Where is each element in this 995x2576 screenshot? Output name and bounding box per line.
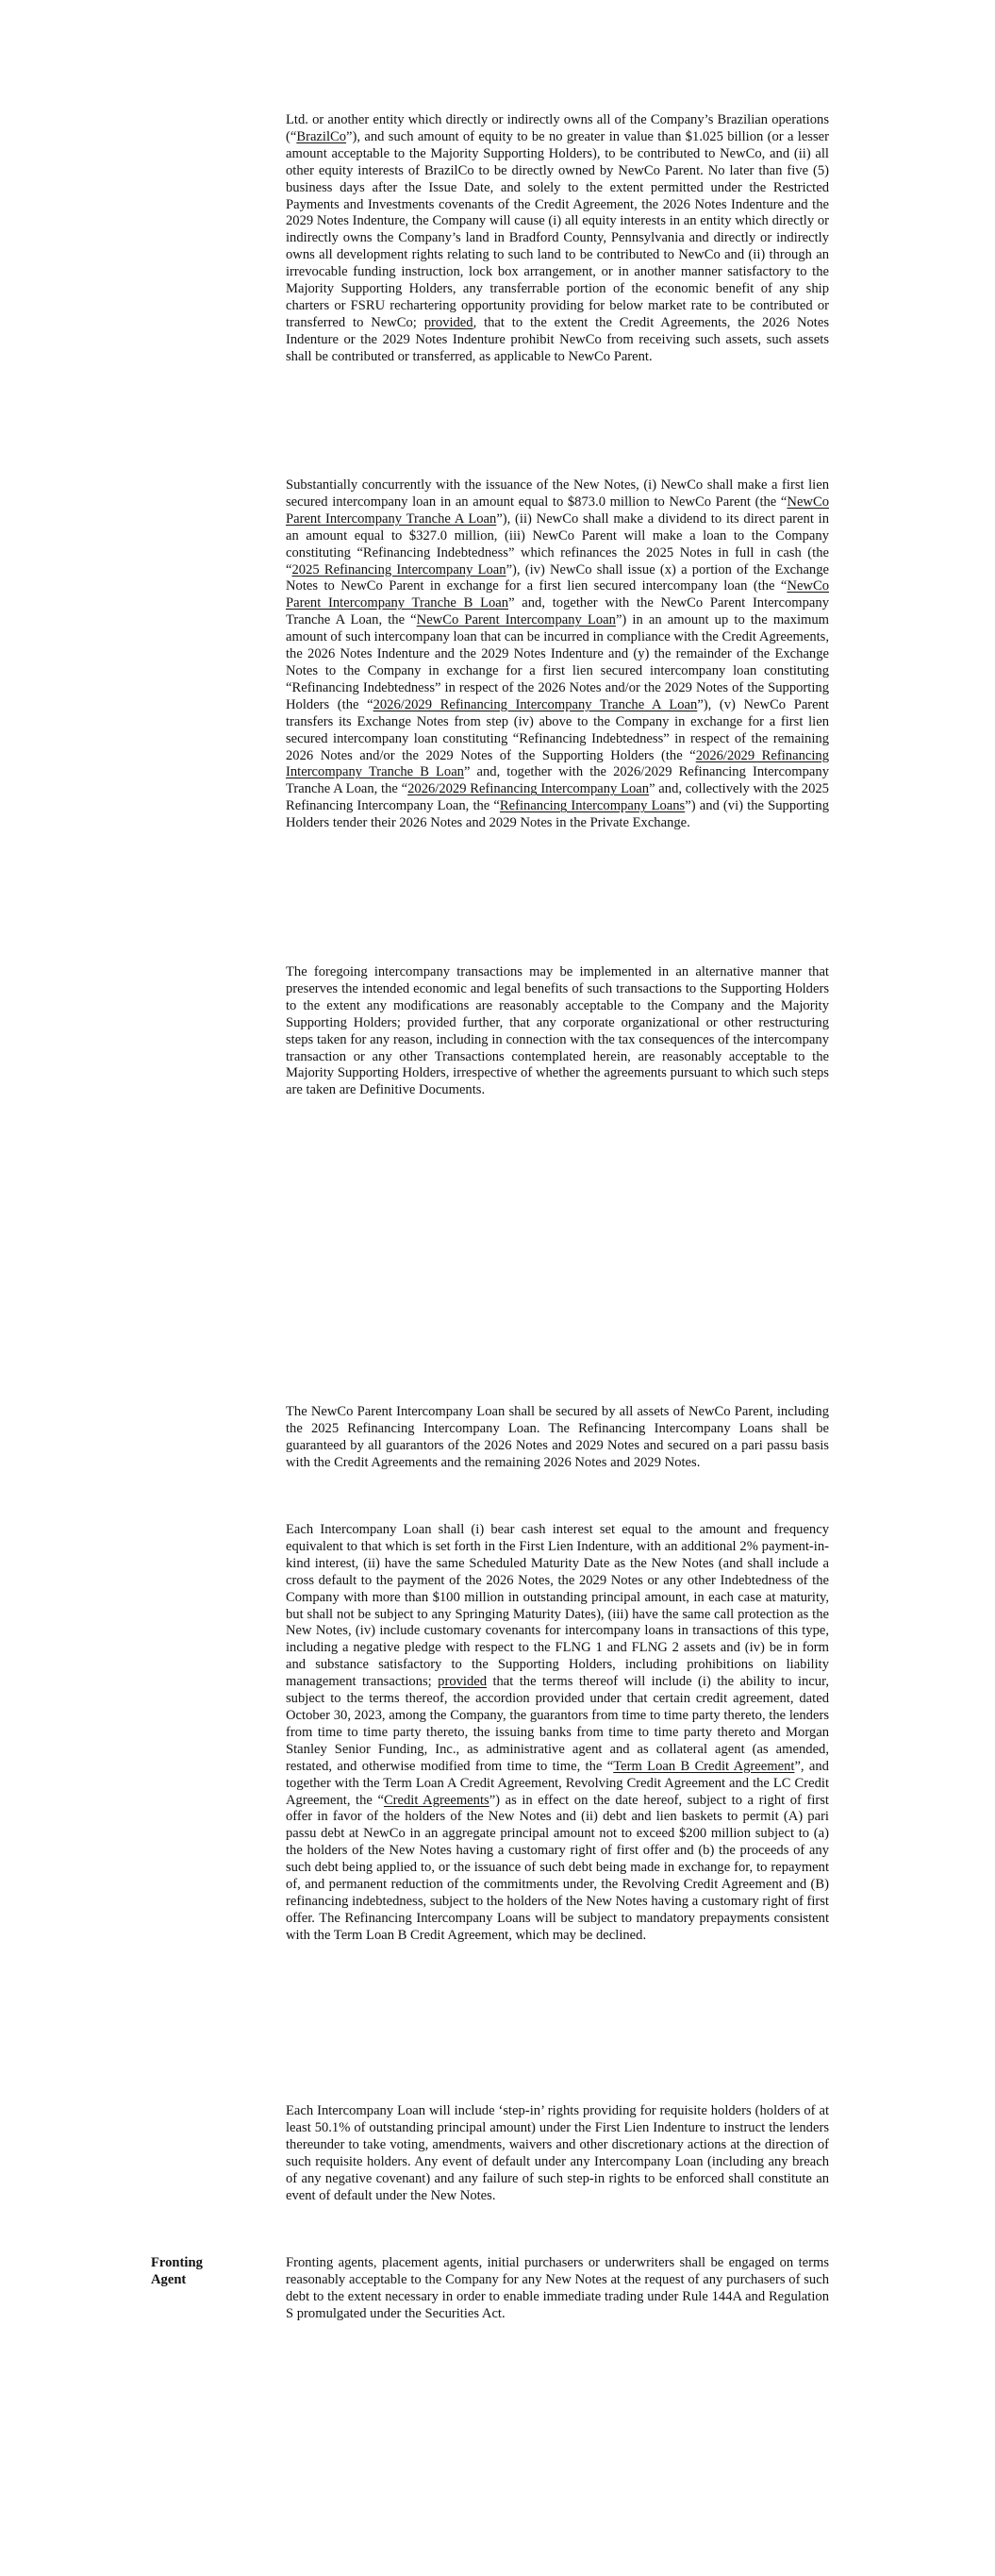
- defined-term: NewCo Parent Intercompany Loan: [416, 612, 616, 628]
- defined-term: 2026/2029 Refinancing Intercompany Tranche A Loan: [373, 696, 698, 712]
- text-run: ” and, together with the 2026/2029 Refinancing Intercompany Tranche A Loan, the “: [286, 764, 830, 797]
- paragraph-alternative-implementation: [286, 964, 829, 1099]
- text-run: Fronting agents, placement agents, initial purchasers or underwriters shall be engaged on terms reasonably acceptable to the Company for any New Notes at the request of any purchasers of such debt to the extent necessary in order to enable immediate trading under Rule 144A and Regulation S promulgated under the Securities Act.: [286, 2255, 829, 2321]
- section-heading-line-2: Agent: [151, 2271, 187, 2287]
- text-run: ” and, together with the NewCo Parent Intercompany Tranche A Loan, the “: [286, 595, 829, 628]
- section-heading-line-1: Fronting: [151, 2255, 203, 2270]
- paragraph-intercompany-loans-steps: [286, 477, 829, 832]
- defined-term: BrazilCo: [296, 128, 347, 144]
- defined-term: Credit Agreements: [383, 1792, 489, 1808]
- paragraph-intercompany-loan-terms: [286, 1522, 829, 1945]
- defined-term: provided: [438, 1674, 488, 1690]
- text-run: ”), (v) NewCo Parent transfers its Exchange Notes from step (iv) above to the Company in exchange for a first lien secured intercompany loan constituting “Refinancing Indebtedness” in respect of the remaining 2026 Notes and/or the 2029 Notes of the Supporting Holders (the “: [286, 696, 829, 763]
- text-run: Each Intercompany Loan will include ‘step-in’ rights providing for requisite holders (holders of at least 50.1% of outstanding principal amount) under the First Lien Indenture to instruct the lenders thereunder to take voting, amendments, waivers and other discretionary actions at the direction of such requisite holders. Any event of default under any Intercompany Loan (including any breach of any negative covenant) and any failure of such step-in rights to be enforced shall constitute an event of default under the New Notes.: [286, 2103, 829, 2203]
- defined-term: NewCo Parent Intercompany Tranche B Loan: [286, 578, 829, 611]
- section-heading-fronting-agent: [151, 2255, 264, 2289]
- text-run: ” and, collectively with the 2025 Refinancing Intercompany Loan, the “: [286, 781, 829, 814]
- text-run: ”), (ii) NewCo shall make a dividend to its direct parent in an amount equal to $327.0 million, (iii) NewCo Parent will make a loan to the Company constituting “Refinancing Indebtedness” which refinances the 2025 Notes in full in cash (the “: [286, 510, 829, 577]
- text-run: ”) in an amount up to the maximum amount of such intercompany loan that can be incurred in compliance with the Credit Agreements, the 2026 Notes Indenture and the 2029 Notes Indenture and (y) the remainder of the Exchange Notes to the Company in exchange for a first lien secured intercompany loan constituting “Refinancing Indebtedness” in respect of the 2026 Notes and/or the 2029 Notes of the Supporting Holders (the “: [286, 612, 830, 712]
- text-run: ”) as in effect on the date hereof, subject to a right of first offer in favor of the holders of the New Notes and (ii) debt and lien baskets to permit (A) pari passu debt at NewCo in an aggregate principal amount not to exceed $200 million subject to (a) the holders of the New Notes having a customary right of first offer and (b) the proceeds of any such debt being applied to, or the issuance of such debt being made in exchange for, to repayment of, and permanent reduction of the commitments under, the Revolving Credit Agreement and (B) refinancing indebtedness, subject to the holders of the New Notes having a customary right of first offer. The Refinancing Intercompany Loans will be subject to mandatory prepayments consistent with the Term Loan B Credit Agreement, which may be declined.: [286, 1792, 829, 1943]
- text-run: The NewCo Parent Intercompany Loan shall be secured by all assets of NewCo Parent, including the 2025 Refinancing Intercompany Loan. The Refinancing Intercompany Loans shall be guaranteed by all guarantors of the 2026 Notes and 2029 Notes and secured on a pari passu basis with the Credit Agreements and the remaining 2026 Notes and 2029 Notes.: [286, 1404, 829, 1470]
- text-run: Each Intercompany Loan shall (i) bear cash interest set equal to the amount and frequency equivalent to that which is set forth in the First Lien Indenture, with an additional 2% payment-in-kind interest, (ii) have the same Scheduled Maturity Date as the New Notes (and shall include a cross default to the payment of the 2026 Notes, the 2029 Notes or any other Indebtedness of the Company with more than $100 million in outstanding principal amount, in each case at maturity, but shall not be subject to any Springing Maturity Dates), (iii) have the same call protection as the New Notes, (iv) include customary covenants for intercompany loans in transactions of this type, including a negative pledge with respect to the FLNG 1 and FLNG 2 assets and (iv) be in form and substance satisfactory to the Supporting Holders, including prohibitions on liability management transactions;: [286, 1522, 829, 1690]
- defined-term: NewCo Parent Intercompany Tranche A Loan: [286, 493, 829, 527]
- defined-term: 2026/2029 Refinancing Intercompany Loan: [407, 781, 650, 797]
- text-run: Substantially concurrently with the issuance of the New Notes, (i) NewCo shall make a first lien secured intercompany loan in an amount equal to $873.0 million to NewCo Parent (the “: [286, 477, 829, 510]
- defined-term: 2025 Refinancing Intercompany Loan: [291, 561, 506, 577]
- text-run: The foregoing intercompany transactions may be implemented in an alternative manner that preserves the intended economic and legal benefits of such transactions to the Supporting Holders to the extent any modifications are reasonably acceptable to the Company and the Majority Supporting Holders; provided further, that any corporate organizational or other restructuring steps taken for any reason, including in connection with the tax consequences of the intercompany transaction or any other Transactions contemplated herein, are reasonably acceptable to the Majority Supporting Holders, irrespective of whether the agreements pursuant to which such steps are taken are Definitive Documents.: [286, 964, 829, 1098]
- text-run: ”), and such amount of equity to be no greater in value than $1.025 billion (or a lesser amount acceptable to the Majority Supporting Holders), to be contributed to NewCo, and (ii) all other equity interests of BrazilCo to be directly owned by NewCo Parent. No later than five (5) business days after the Issue Date, and solely to the extent permitted under the Restricted Payments and Investments covenants of the Credit Agreement, the 2026 Notes Indenture and the 2029 Notes Indenture, the Company will cause (i) all equity interests in an entity which directly or indirectly owns the Company’s land in Bradford County, Pennsylvania and directly or indirectly owns all development rights relating to such land to be contributed to NewCo and (ii) through an irrevocable funding instruction, lock box arrangement, or in another manner satisfactory to the Majority Supporting Holders, any transferrable portion of the economic benefit of any ship charters or FSRU rechartering opportunity providing for below market rate to be contributed or transferred to NewCo;: [286, 128, 829, 330]
- defined-term: provided: [423, 314, 473, 330]
- defined-term: Refinancing Intercompany Loans: [499, 798, 686, 814]
- paragraph-step-in-rights: [286, 2103, 829, 2204]
- text-run: ”, and together with the Term Loan A Credit Agreement, Revolving Credit Agreement and the LC Credit Agreement, the “: [286, 1758, 829, 1808]
- text-run: ”) and (vi) the Supporting Holders tender their 2026 Notes and 2029 Notes in the Private Exchange.: [286, 798, 829, 831]
- text-run: ”), (iv) NewCo shall issue (x) a portion of the Exchange Notes to NewCo Parent in exchange for a first lien secured intercompany loan (the “: [286, 561, 829, 594]
- text-run: Ltd. or another entity which directly or indirectly owns all of the Company’s Brazilian operations (“: [286, 112, 829, 144]
- paragraph-security-and-guarantees: [286, 1404, 829, 1472]
- text-run: that the terms thereof will include (i) the ability to incur, subject to the terms thereof, the accordion provided under that certain credit agreement, dated October 30, 2023, among the Company, the guarantors from time to time party thereto, the lenders from time to time party thereto, the issuing banks from time to time party thereto and Morgan Stanley Senior Funding, Inc., as administrative agent and as collateral agent (as amended, restated, and otherwise modified from time to time, the “: [286, 1674, 829, 1774]
- defined-term: Term Loan B Credit Agreement: [613, 1758, 795, 1774]
- paragraph-fronting-agent: [286, 2255, 829, 2323]
- defined-term: 2026/2029 Refinancing Intercompany Tranche B Loan: [286, 747, 830, 780]
- text-run: , that to the extent the Credit Agreements, the 2026 Notes Indenture or the 2029 Notes Indenture prohibit NewCo from receiving such assets, such assets shall be contributed or transferred, as applicable to NewCo Parent.: [286, 314, 830, 364]
- paragraph-brazilco-contribution: [286, 112, 829, 366]
